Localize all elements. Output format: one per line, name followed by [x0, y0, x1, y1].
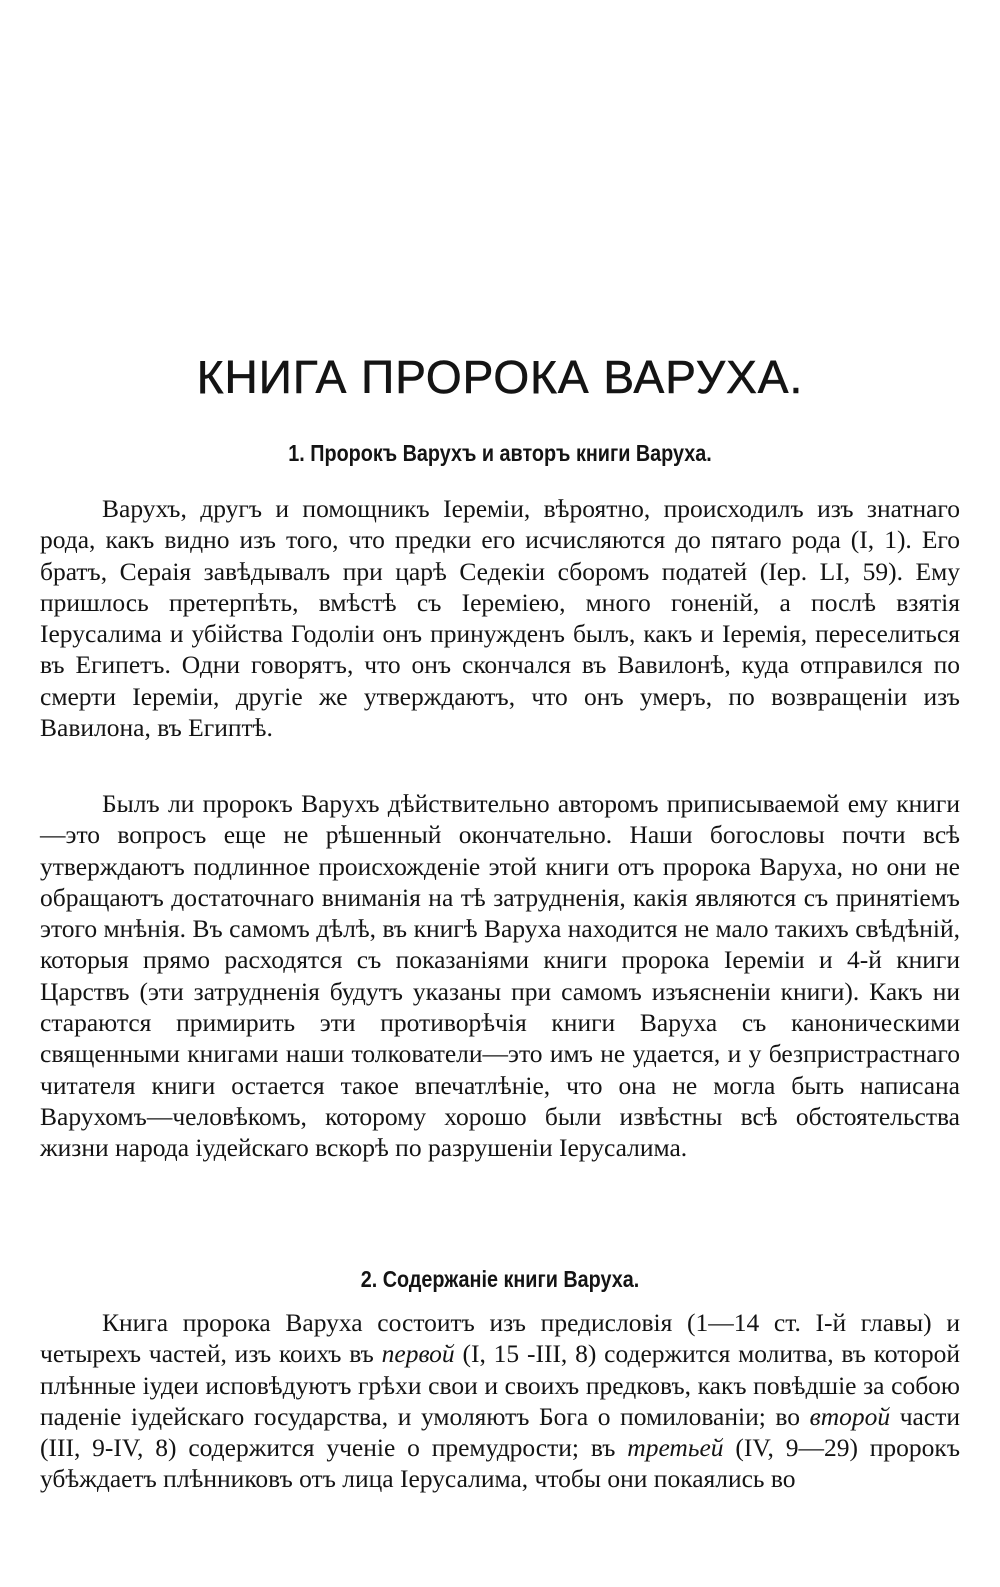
- paragraph-baruch-biography: Варухъ, другъ и помощникъ Іереміи, вѣроятно, происходилъ изъ знатнаго рода, какъ видно изъ того, что предки его исчисляются до пятаго рода (I, 1). Его братъ, Сераія завѣдывалъ при царѣ Седекіи сборомъ податей (Іер. LI, 59). Ему пришлось претерпѣть, вмѣстѣ съ Іереміею, много гоненій, а послѣ взятія Іерусалима и убійства Годоліи онъ принужденъ былъ, какъ и Іеремія, переселиться въ Египетъ. Одни говорятъ, что онъ скончался въ Вавилонѣ, куда отправился по смерти Іереміи, другіе же утверждаютъ, что онъ умеръ, по возвращеніи изъ Вавилона, въ Египтѣ.: [40, 494, 960, 743]
- emphasis-second: второй: [809, 1401, 891, 1431]
- book-page: [40, 0, 960, 1587]
- emphasis-first: первой: [381, 1339, 455, 1369]
- section-heading-contents: 2. Содержаніе книги Варуха.: [360, 1266, 640, 1292]
- paragraph-book-contents: [40, 1307, 960, 1495]
- text-run: части (III, 9-IV, 8) содержится ученіе о премудрости; въ: [40, 1401, 960, 1463]
- text-run: (I, 15 -III, 8) содержится молитва, въ которой плѣнные іудеи исповѣдуютъ грѣхи свои и своихъ предковъ, какъ повѣдшіе за собою паденіе іудейскаго государства, и умоляютъ Бога о помилованіи; во: [40, 1339, 960, 1431]
- emphasis-third: третьей: [627, 1433, 724, 1463]
- section-heading-author: 1. Пророкъ Варухъ и авторъ книги Варуха.: [288, 440, 712, 466]
- paragraph-authorship-question: Былъ ли пророкъ Варухъ дѣйствительно авторомъ приписываемой ему книги—это вопросъ еще не рѣшенный окончательно. Наши богословы почти всѣ утверждаютъ подлинное происхожденіе этой книги отъ пророка Варуха, но они не обращаютъ достаточнаго вниманія на тѣ затрудненія, какія являются съ принятіемъ этого мнѣнія. Въ самомъ дѣлѣ, въ книгѣ Варуха находится не мало такихъ свѣдѣній, которыя прямо расходятся съ показаніями книги пророка Іереміи и 4-й книги Царствъ (эти затрудненія будутъ указаны при самомъ изъясненіи книги). Какъ ни стараются примирить эти противорѣчія книги Варуха съ каноническими священными книгами наши толкователи—это имъ не удается, и у безпристрастнаго читателя книги остается такое впечатлѣніе, что она не могла быть написана Варухомъ—человѣкомъ, которому хорошо были извѣстны всѣ обстоятельства жизни народа іудейскаго вскорѣ по разрушеніи Іерусалима.: [40, 789, 960, 1163]
- text-run: (IV, 9—29) пророкъ убѣждаетъ плѣнниковъ отъ лица Іерусалима, чтобы они покаялись во: [40, 1433, 961, 1494]
- book-title: КНИГА ПРОРОКА ВАРУХА.: [196, 351, 804, 403]
- text-run: Книга пророка Варуха состоитъ изъ предисловія (1—14 ст. I-й главы) и четырехъ частей, изъ коихъ въ: [40, 1308, 960, 1369]
